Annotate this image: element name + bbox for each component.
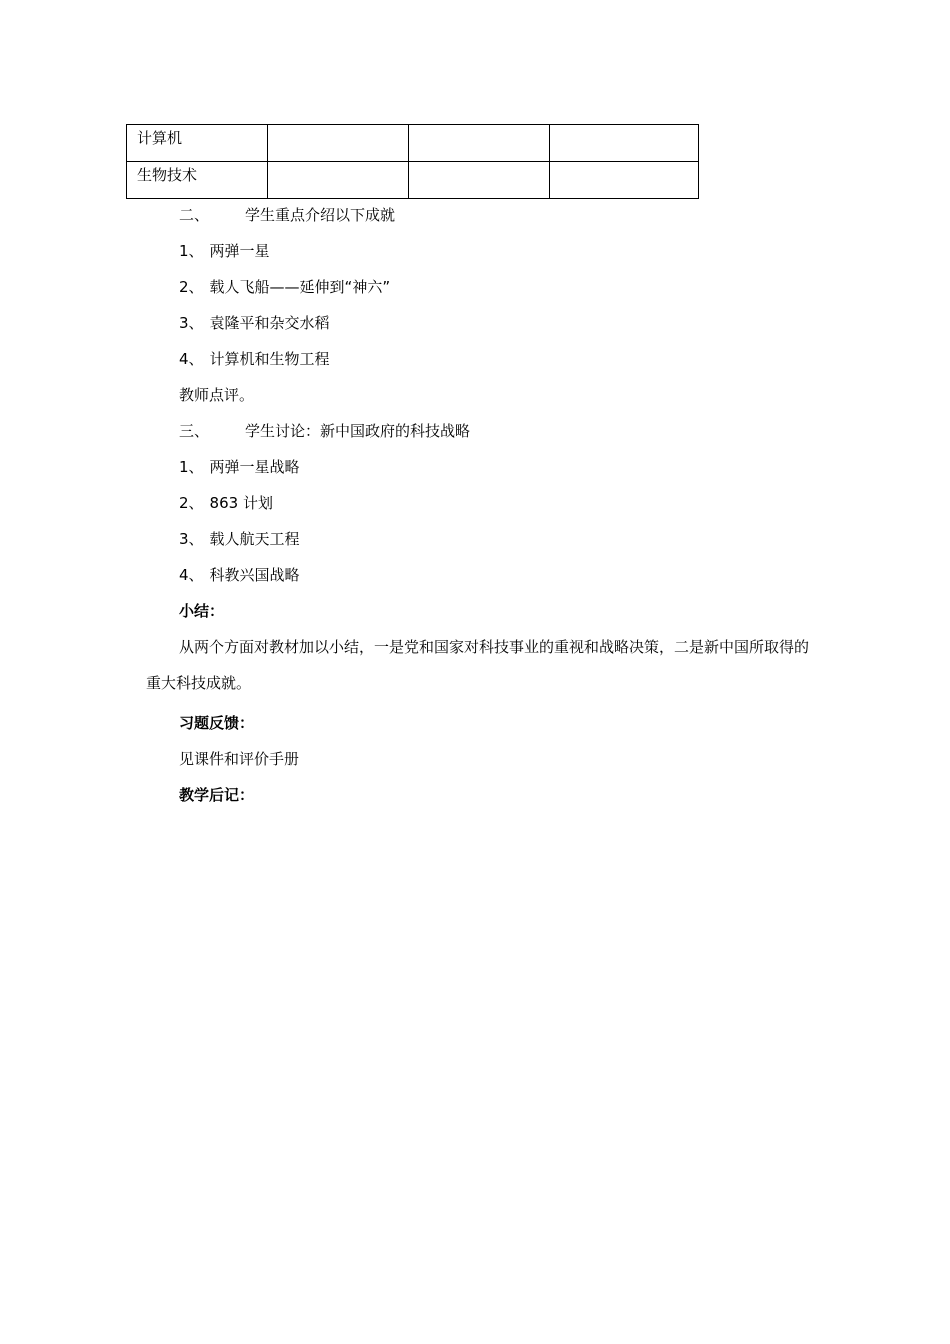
table-row-label: 计算机 — [127, 125, 268, 162]
list-item-number: 2、 — [179, 494, 204, 512]
table-row-label: 生物技术 — [127, 162, 268, 199]
table-row — [127, 162, 699, 199]
exercise-body: 见课件和评价手册 — [179, 750, 300, 768]
list-item — [179, 277, 390, 297]
section-title: 学生重点介绍以下成就 — [245, 206, 396, 224]
table-cell — [268, 162, 409, 199]
postscript-heading: 教学后记： — [179, 786, 255, 804]
list-item-number: 3、 — [179, 314, 204, 332]
list-item — [179, 241, 270, 261]
table-cell — [409, 162, 550, 199]
list-item-number: 2、 — [179, 278, 204, 296]
summary-body: 从两个方面对教材加以小结，一是党和国家对科技事业的重视和战略决策，二是新中国所取得的重大科技成就。 — [146, 638, 810, 692]
list-item — [179, 565, 300, 585]
achievements-table — [126, 124, 699, 199]
list-item-number: 1、 — [179, 242, 204, 260]
list-item — [179, 493, 273, 513]
table-cell — [550, 162, 699, 199]
list-item — [179, 529, 300, 549]
list-item-text: 863 计划 — [209, 494, 273, 512]
list-item-text: 袁隆平和杂交水稻 — [209, 314, 330, 332]
section-number: 二、 — [179, 206, 210, 224]
table-cell — [550, 125, 699, 162]
list-item-number: 1、 — [179, 458, 204, 476]
table-cell — [268, 125, 409, 162]
list-item-text: 科教兴国战略 — [209, 566, 300, 584]
list-item — [179, 313, 330, 333]
list-item-text: 载人飞船——延伸到“神六” — [209, 278, 391, 296]
list-item-text: 计算机和生物工程 — [209, 350, 330, 368]
list-item — [179, 457, 300, 477]
list-item-text: 两弹一星战略 — [209, 458, 300, 476]
teacher-comment: 教师点评。 — [179, 386, 255, 404]
list-item-number: 4、 — [179, 350, 204, 368]
summary-heading: 小结： — [179, 602, 225, 620]
section-heading — [179, 205, 395, 225]
list-item-text: 两弹一星 — [209, 242, 270, 260]
section-title: 学生讨论：新中国政府的科技战略 — [245, 422, 471, 440]
list-item — [179, 349, 330, 369]
list-item-number: 4、 — [179, 566, 204, 584]
section-heading — [179, 421, 470, 441]
table-row — [127, 125, 699, 162]
list-item-text: 载人航天工程 — [209, 530, 300, 548]
table-cell — [409, 125, 550, 162]
exercise-heading: 习题反馈： — [179, 714, 255, 732]
section-number: 三、 — [179, 422, 210, 440]
list-item-number: 3、 — [179, 530, 204, 548]
